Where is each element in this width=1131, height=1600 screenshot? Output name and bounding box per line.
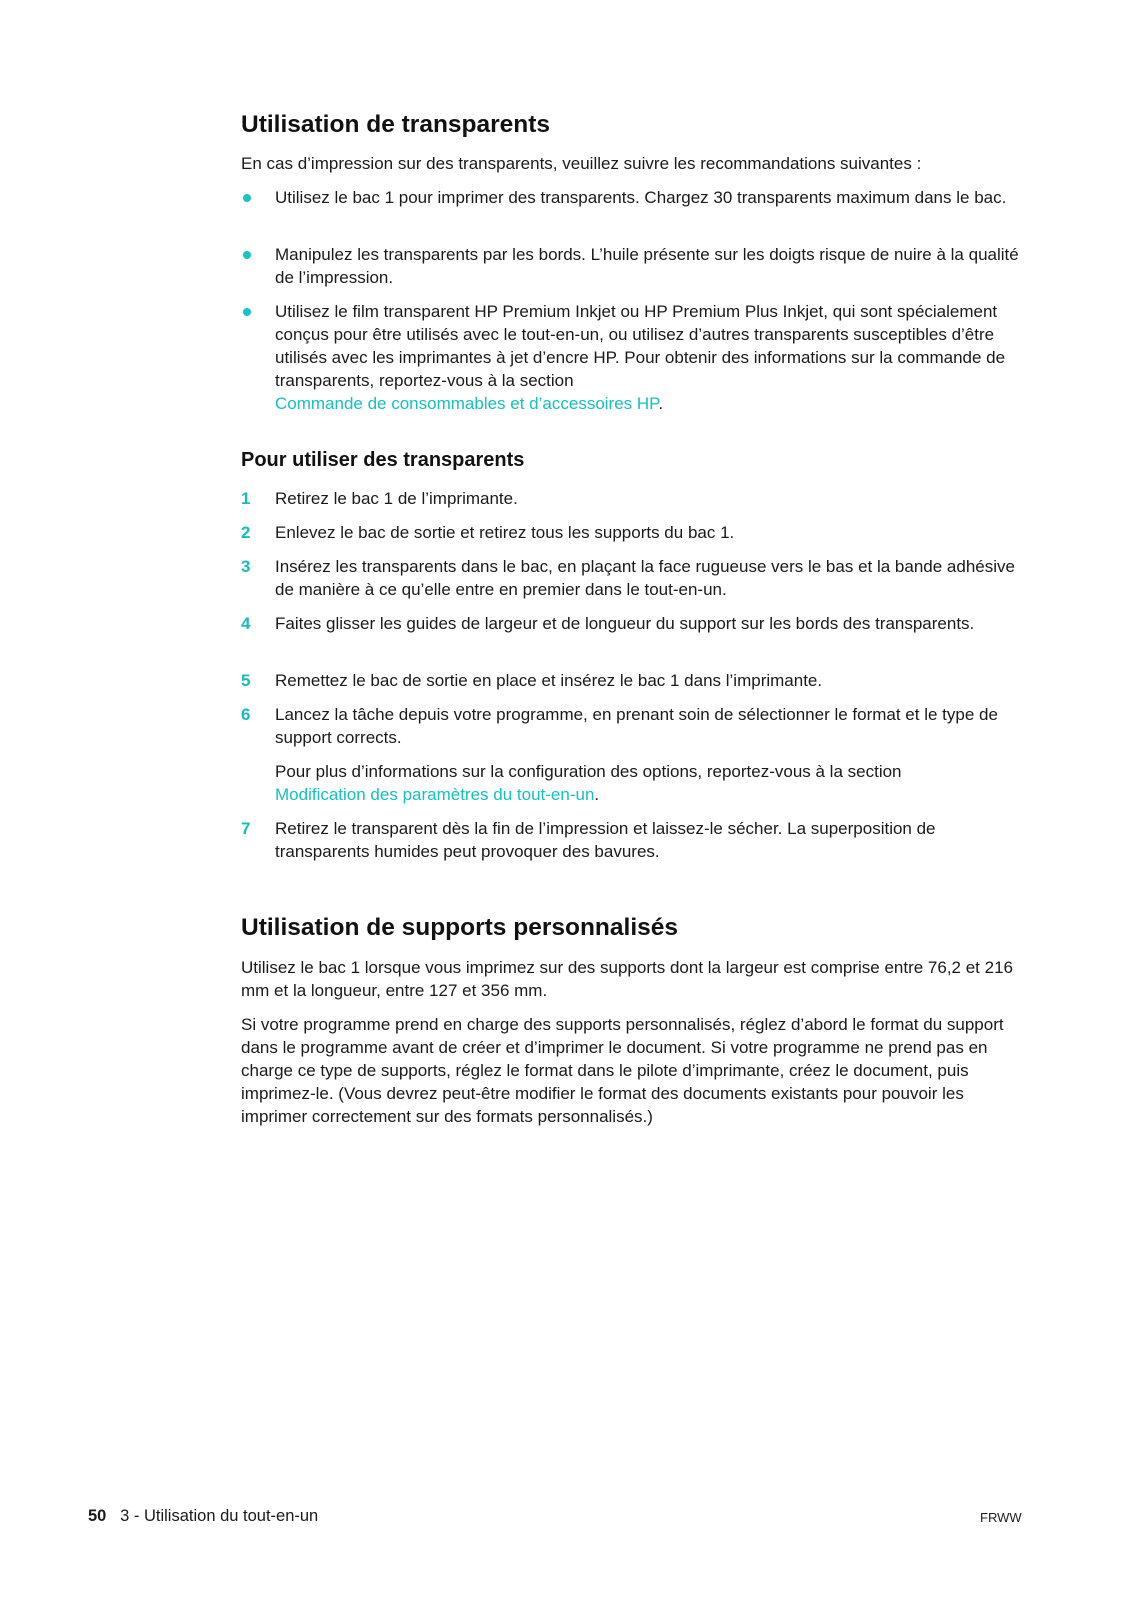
link-period: .	[594, 785, 600, 804]
intro-paragraph: En cas d’impression sur des transparents, veuillez suivre les recommandations suivantes :	[241, 154, 922, 173]
link-period: .	[658, 394, 664, 413]
step-number: 1	[241, 489, 251, 508]
settings-link[interactable]: Modification des paramètres du tout-en-un	[275, 785, 595, 804]
subsection-title: Pour utiliser des transparents	[241, 449, 525, 471]
step-number: 6	[241, 705, 251, 724]
footer-left	[88, 1506, 318, 1526]
bullet-text: Utilisez le film transparent HP Premium Inkjet ou HP Premium Plus Inkjet, qui sont spécialement conçus pour être utilisés avec le tout-en-un, ou utilisez d’autres transparents susceptibles d’être utilisés avec les imprimantes à jet d’encre HP. Pour obtenir des informations sur la commande de transparents, reportez-vous à la section	[275, 302, 1006, 390]
step-number: 5	[241, 671, 251, 690]
bullet-text-block	[275, 300, 1031, 415]
step-text: Insérez les transparents dans le bac, en plaçant la face rugueuse vers le bas et la bande adhésive de manière à ce qu’elle entre en premier dans le tout-en-un.	[275, 557, 1015, 599]
step-text: Retirez le transparent dès la fin de l’impression et laissez-le sécher. La superposition de transparents humides peut provoquer des bavures.	[275, 819, 936, 861]
bullet-icon	[243, 308, 251, 316]
step-number: 3	[241, 557, 251, 576]
step-text: Retirez le bac 1 de l’imprimante.	[275, 489, 518, 508]
step-text: Faites glisser les guides de largeur et de longueur du support sur les bords des transparents.	[275, 614, 975, 633]
step-number: 4	[241, 614, 251, 633]
custom-media-paragraph-2: Si votre programme prend en charge des supports personnalisés, réglez d’abord le format du support dans le programme avant de créer et d’imprimer le document. Si votre programme ne prend pas en charge ce type de supports, réglez le format dans le pilote d’imprimante, créez le document, puis imprimez-le. (Vous devrez peut-être modifier le format des documents existants pour pouvoir les imprimer correctement sur des formats personnalisés.)	[241, 1015, 1004, 1126]
step-number: 2	[241, 523, 251, 542]
bullet-icon	[243, 194, 251, 202]
bullet-text: Utilisez le bac 1 pour imprimer des transparents. Chargez 30 transparents maximum dans le bac.	[275, 188, 1007, 207]
bullet-icon	[243, 251, 251, 259]
footer-right: FRWW	[980, 1510, 1022, 1525]
step-number: 7	[241, 819, 251, 838]
step-text: Lancez la tâche depuis votre programme, en prenant soin de sélectionner le format et le type de support corrects.	[275, 705, 998, 747]
custom-media-paragraph-1: Utilisez le bac 1 lorsque vous imprimez sur des supports dont la largeur est comprise entre 76,2 et 216 mm et la longueur, entre 127 et 356 mm.	[241, 958, 1013, 1000]
page-number: 50	[88, 1507, 107, 1525]
step-note-block	[275, 760, 1031, 806]
step-text: Enlevez le bac de sortie et retirez tous les supports du bac 1.	[275, 523, 735, 542]
footer-chapter: 3 - Utilisation du tout-en-un	[120, 1507, 319, 1525]
section-title-transparents: Utilisation de transparents	[241, 111, 551, 138]
step-text: Remettez le bac de sortie en place et insérez le bac 1 dans l’imprimante.	[275, 671, 823, 690]
section-title-custom-media: Utilisation de supports personnalisés	[241, 914, 679, 941]
bullet-text: Manipulez les transparents par les bords. L’huile présente sur les doigts risque de nuire à la qualité de l’impression.	[275, 245, 1019, 287]
consumables-link[interactable]: Commande de consommables et d’accessoires HP	[275, 394, 659, 413]
step-note-text: Pour plus d’informations sur la configuration des options, reportez-vous à la section	[275, 762, 902, 781]
